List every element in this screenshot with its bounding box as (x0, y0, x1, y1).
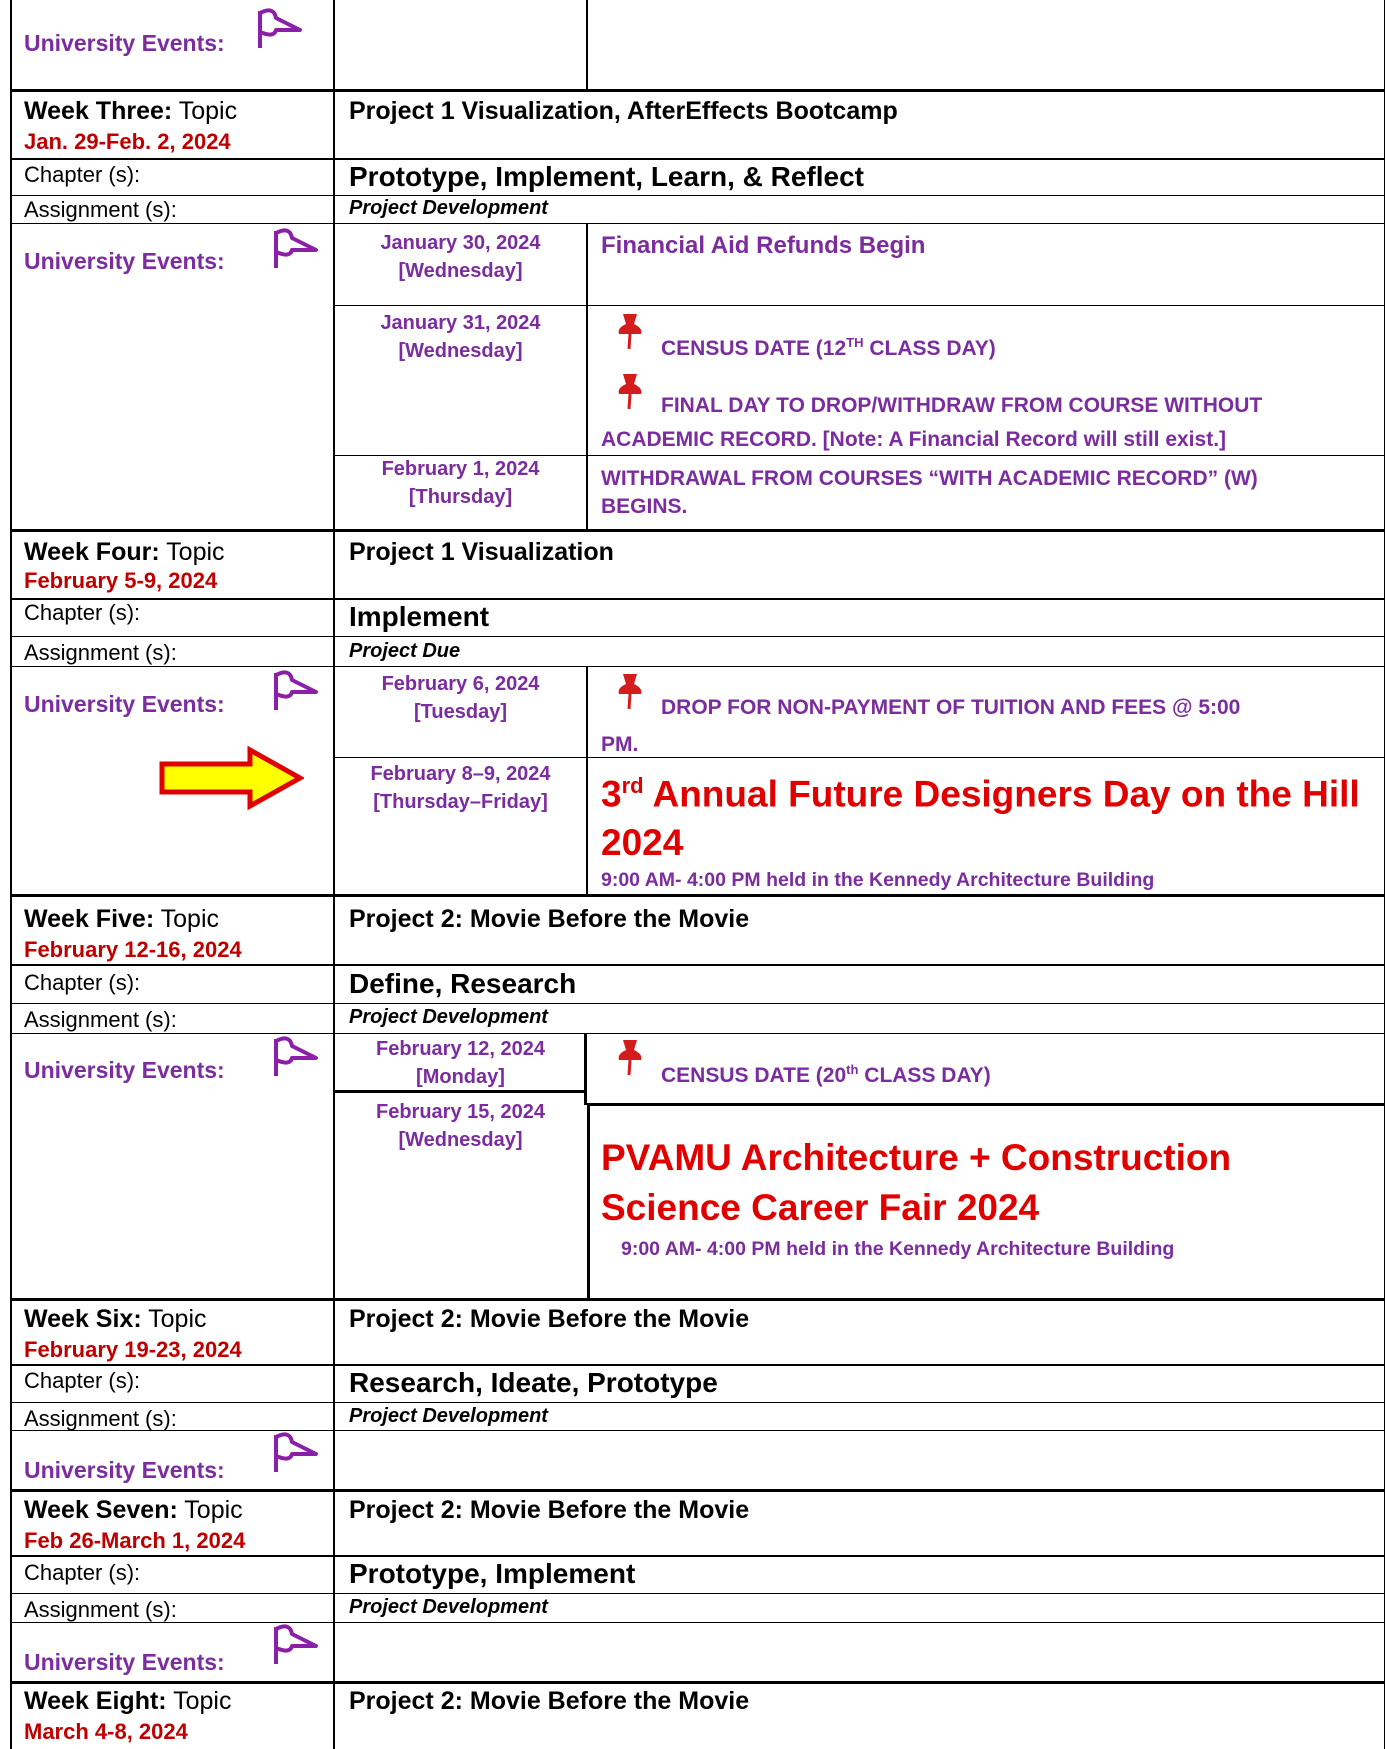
week-label: Week Eight: Topic (24, 1687, 232, 1715)
event-headline: PVAMU Architecture + Construction (601, 1137, 1232, 1178)
chapter-label: Chapter (s): (24, 1368, 141, 1393)
chapter-value: Research, Ideate, Prototype (349, 1367, 718, 1398)
event-text: WITHDRAWAL FROM COURSES “WITH ACADEMIC RECORD” (W) (601, 467, 1258, 490)
event-headline: Science Career Fair 2024 (601, 1187, 1040, 1228)
event-text: FINAL DAY TO DROP/WITHDRAW FROM COURSE WITHOUT (661, 394, 1263, 417)
event-headline: 3rd Annual Future Designers Day on the Hill (601, 773, 1360, 815)
table-border-left (10, 0, 12, 1749)
university-events-label: University Events: (24, 30, 225, 56)
assignment-label: Assignment (s): (24, 1007, 177, 1032)
event-date: February 15, 2024 [Wednesday] (376, 1101, 545, 1151)
event-text: DROP FOR NON-PAYMENT OF TUITION AND FEES @ 5:00 (661, 696, 1241, 719)
chapter-value: Define, Research (349, 968, 577, 999)
event-details: 9:00 AM- 4:00 PM held in the Kennedy Architecture Building (621, 1238, 1175, 1260)
week-label: Week Four: Topic (24, 538, 225, 566)
event-text: PM. (601, 733, 639, 756)
assignment-value: Project Development (349, 1596, 548, 1618)
event-date: February 6, 2024 [Tuesday] (381, 673, 540, 723)
event-headline: 2024 (601, 822, 684, 863)
event-text: Financial Aid Refunds Begin (601, 232, 926, 259)
flag-icon (272, 1036, 320, 1078)
event-text: BEGINS. (601, 495, 688, 518)
chapter-label: Chapter (s): (24, 970, 141, 995)
assignment-value: Project Development (349, 197, 548, 219)
week-topic: Project 2: Movie Before the Movie (349, 1305, 750, 1333)
week-topic: Project 1 Visualization, AfterEffects Bootcamp (349, 97, 898, 125)
university-events-label: University Events: (24, 691, 225, 717)
flag-icon (272, 228, 320, 270)
right-arrow-icon (158, 746, 304, 810)
university-events-label: University Events: (24, 1457, 225, 1483)
pushpin-icon (613, 1038, 647, 1076)
week-topic: Project 2: Movie Before the Movie (349, 1496, 750, 1524)
week-topic: Project 2: Movie Before the Movie (349, 905, 750, 933)
pushpin-icon (613, 672, 647, 710)
university-events-label: University Events: (24, 1057, 225, 1083)
university-events-label: University Events: (24, 1649, 225, 1675)
week-topic: Project 2: Movie Before the Movie (349, 1687, 750, 1715)
event-date: February 8–9, 2024 [Thursday–Friday] (370, 763, 551, 813)
flag-icon (256, 8, 304, 50)
flag-icon (272, 670, 320, 712)
event-text: CENSUS DATE (12TH CLASS DAY) (661, 335, 996, 360)
university-events-label: University Events: (24, 248, 225, 274)
assignment-value: Project Development (349, 1405, 548, 1427)
event-date: January 31, 2024 [Wednesday] (380, 312, 541, 362)
chapter-label: Chapter (s): (24, 162, 141, 187)
week-label: Week Seven: Topic (24, 1496, 243, 1524)
chapter-label: Chapter (s): (24, 600, 141, 625)
event-text: CENSUS DATE (20th CLASS DAY) (661, 1062, 991, 1087)
chapter-value: Prototype, Implement, Learn, & Reflect (349, 161, 864, 192)
chapter-value: Implement (349, 601, 490, 632)
week-label: Week Six: Topic (24, 1305, 207, 1333)
event-date: January 30, 2024 [Wednesday] (380, 232, 541, 282)
assignment-label: Assignment (s): (24, 197, 177, 222)
week-label: Week Five: Topic (24, 905, 220, 933)
flag-icon (272, 1624, 320, 1666)
event-text: ACADEMIC RECORD. [Note: A Financial Record will still exist.] (601, 428, 1227, 451)
flag-icon (272, 1432, 320, 1474)
week-dates: Jan. 29-Feb. 2, 2024 (24, 129, 231, 154)
week-dates: February 5-9, 2024 (24, 568, 218, 593)
week-dates: February 19-23, 2024 (24, 1337, 242, 1362)
week-dates: March 4-8, 2024 (24, 1719, 188, 1744)
week-topic: Project 1 Visualization (349, 538, 614, 566)
assignment-label: Assignment (s): (24, 1406, 177, 1431)
week-dates: February 12-16, 2024 (24, 937, 242, 962)
chapter-value: Prototype, Implement (349, 1558, 636, 1589)
event-details: 9:00 AM- 4:00 PM held in the Kennedy Architecture Building (601, 869, 1155, 891)
pushpin-icon (613, 372, 647, 410)
event-date: February 1, 2024 [Thursday] (381, 458, 540, 508)
event-date: February 12, 2024 [Monday] (376, 1038, 545, 1088)
week-label: Week Three: Topic (24, 97, 238, 125)
assignment-value: Project Due (349, 640, 461, 662)
assignment-value: Project Development (349, 1006, 548, 1028)
chapter-label: Chapter (s): (24, 1560, 141, 1585)
assignment-label: Assignment (s): (24, 640, 177, 665)
pushpin-icon (613, 312, 647, 350)
assignment-label: Assignment (s): (24, 1597, 177, 1622)
week-dates: Feb 26-March 1, 2024 (24, 1528, 246, 1553)
